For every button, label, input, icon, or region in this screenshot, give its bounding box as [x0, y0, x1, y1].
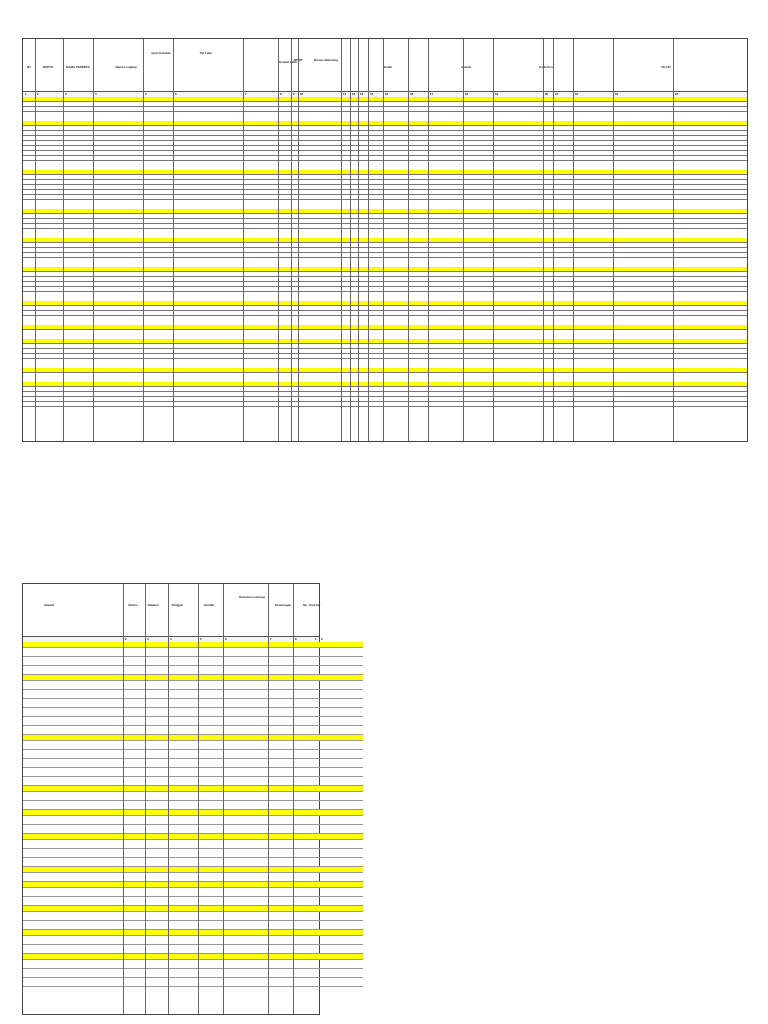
top-header-9: Email — [383, 66, 392, 69]
top-grid-line — [358, 39, 359, 441]
top-grid-line — [278, 39, 279, 441]
top-grid-line — [543, 39, 544, 441]
table-row — [23, 921, 363, 930]
table-row — [23, 912, 363, 921]
top-column-number: 20 — [545, 92, 549, 96]
top-header-0: No — [27, 66, 31, 69]
table-row — [23, 858, 363, 867]
top-grid-line — [243, 39, 244, 441]
top-header-2: NAMA PESERTA — [66, 66, 90, 69]
top-grid-line — [463, 39, 464, 441]
top-column-number: 21 — [555, 92, 559, 96]
table-row — [23, 287, 747, 292]
top-column-number: 22 — [575, 92, 579, 96]
top-grid-line — [350, 39, 351, 441]
top-column-number: 12 — [352, 92, 356, 96]
top-header-1: NUPTK — [42, 66, 54, 69]
table-row — [23, 759, 363, 768]
bottom-column-number: 2 — [125, 637, 127, 641]
bottom-header-area — [23, 584, 319, 637]
top-column-number: 18 — [465, 92, 469, 96]
bottom-column-number: 1 — [315, 637, 317, 641]
bottom-grid-line — [293, 584, 294, 1014]
top-header-3: Nama Lengkap — [115, 66, 137, 69]
top-column-number: 16 — [410, 92, 414, 96]
top-column-number: 19 — [495, 92, 499, 96]
top-grid-line — [553, 39, 554, 441]
top-header-6: Tempat Lahir — [278, 61, 298, 64]
table-row — [23, 936, 363, 945]
top-grid-line — [673, 39, 674, 441]
bottom-header-7: No. Urut — [303, 604, 315, 607]
top-grid-line — [143, 39, 144, 441]
top-grid-line — [35, 39, 36, 441]
table-row — [23, 368, 747, 373]
table-row — [23, 960, 363, 969]
top-column-number: 23 — [615, 92, 619, 96]
bottom-grid-line — [168, 584, 169, 1014]
table-row — [23, 354, 747, 359]
table-row — [23, 325, 747, 330]
bottom-header-0: Alamat — [43, 604, 54, 607]
table-row — [23, 726, 363, 735]
table-row — [23, 224, 747, 229]
bottom-spreadsheet — [22, 583, 323, 1015]
top-column-number: 1 — [25, 92, 27, 96]
top-grid-line — [573, 39, 574, 441]
bottom-column-number: 3 — [147, 637, 149, 641]
table-row — [23, 402, 747, 407]
table-row — [23, 768, 363, 777]
top-table-body — [23, 97, 747, 441]
table-row — [23, 945, 363, 954]
top-header-7: NPWP — [293, 59, 303, 62]
table-row — [23, 825, 363, 834]
table-row — [23, 888, 363, 897]
top-grid-line — [341, 39, 342, 441]
table-row — [23, 750, 363, 759]
table-row — [23, 690, 363, 699]
bottom-header-1: Status — [128, 604, 138, 607]
table-row — [23, 717, 363, 726]
top-column-number: 3 — [65, 92, 67, 96]
bottom-column-number: 8 — [295, 637, 297, 641]
top-header-5: Tgl Lahir — [199, 52, 213, 55]
top-grid-line — [368, 39, 369, 441]
top-grid-line — [298, 39, 299, 441]
top-grid-line — [383, 39, 384, 441]
bottom-header-3: Tanggal — [171, 604, 183, 607]
bottom-column-number: 7 — [270, 637, 272, 641]
top-grid-line — [63, 39, 64, 441]
table-row — [23, 849, 363, 858]
table-row — [23, 699, 363, 708]
top-column-number: 9 — [293, 92, 295, 96]
table-row — [23, 253, 747, 258]
top-grid-line — [428, 39, 429, 441]
bottom-header-2: Jabatan — [147, 604, 159, 607]
top-header-10: Alamat — [460, 66, 471, 69]
table-row — [23, 156, 747, 161]
table-row — [23, 840, 363, 849]
top-column-number: 8 — [280, 92, 282, 96]
table-row — [23, 741, 363, 750]
bottom-column-number: 5 — [200, 637, 202, 641]
top-column-number: 14 — [370, 92, 374, 96]
bottom-grid-line — [268, 584, 269, 1014]
top-grid-line — [493, 39, 494, 441]
top-column-number: 7 — [245, 92, 247, 96]
table-row — [23, 978, 363, 987]
top-grid-line — [93, 39, 94, 441]
top-column-number: 6 — [175, 92, 177, 96]
table-row — [23, 681, 363, 690]
top-column-number: 4 — [95, 92, 97, 96]
table-row — [23, 666, 363, 675]
table-row — [23, 648, 363, 657]
top-column-number: 5 — [145, 92, 147, 96]
top-column-number: 15 — [385, 92, 389, 96]
bottom-grid-line — [198, 584, 199, 1014]
table-row — [23, 816, 363, 825]
bottom-column-number: 9 — [321, 637, 323, 641]
table-row — [23, 792, 363, 801]
top-grid-line — [408, 39, 409, 441]
top-grid-line — [291, 39, 292, 441]
top-column-number: 24 — [675, 92, 679, 96]
bottom-column-number: 4 — [170, 637, 172, 641]
top-header-11: Kode Pos — [539, 66, 553, 69]
top-column-number: 11 — [343, 92, 346, 96]
top-spreadsheet — [22, 38, 748, 442]
bottom-header-8: Ket — [315, 604, 321, 607]
bottom-grid-line — [145, 584, 146, 1014]
table-row — [23, 801, 363, 810]
top-header-8: Nomor Rekening — [313, 59, 338, 62]
bottom-header-6: Keterangan — [274, 604, 292, 607]
table-row — [23, 897, 363, 906]
top-grid-line — [173, 39, 174, 441]
table-row — [23, 777, 363, 786]
table-row — [23, 873, 363, 882]
table-row — [23, 657, 363, 666]
top-header-4: Jenis Kelamin — [150, 52, 172, 55]
top-header-12: No HP — [661, 66, 671, 69]
table-row — [23, 195, 747, 200]
top-column-number: 17 — [430, 92, 434, 96]
table-row — [23, 311, 747, 316]
bottom-header-5: Dokumen Lainnya — [239, 596, 265, 599]
bottom-table-body — [23, 642, 363, 1014]
bottom-header-4: Jumlah — [203, 604, 215, 607]
top-column-number: 13 — [360, 92, 364, 96]
table-row — [23, 708, 363, 717]
bottom-grid-line — [223, 584, 224, 1014]
top-column-number: 2 — [37, 92, 39, 96]
top-grid-line — [613, 39, 614, 441]
table-row — [23, 969, 363, 978]
table-row — [23, 107, 747, 112]
bottom-grid-line — [123, 584, 124, 1014]
top-column-number: 10 — [300, 92, 304, 96]
bottom-column-number: 6 — [225, 637, 227, 641]
